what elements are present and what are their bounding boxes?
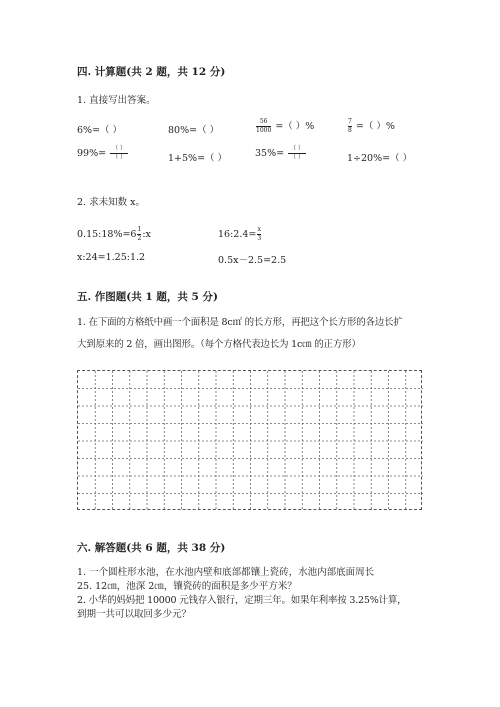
fraction-denominator: （ ） [290, 154, 305, 161]
section-4-title: 四. 计算题(共 2 题，共 12 分) [77, 66, 226, 78]
fraction-denominator: 2 [137, 235, 142, 242]
calc-item-3 [255, 118, 314, 134]
calc-item-7-head: 35%= [255, 148, 285, 159]
calc-item-4-tail: =（ ）% [355, 121, 395, 132]
question-6-2-line-2: 到期一共可以取回多少元？ [77, 609, 192, 620]
question-5-1-line-2: 大到原来的 2 倍，画出图形。（每个方格代表边长为 1c㎝ 的正方形） [77, 339, 361, 350]
calc-item-5 [77, 146, 129, 161]
equation-3: x:24=1.25:1.2 [77, 252, 146, 263]
question-6-1-line-1: 1. 一个圆柱形水池，在水池内壁和底部都镶上瓷砖，水池内部底面周长 [77, 567, 375, 578]
calc-item-7 [255, 146, 307, 161]
equation-2-head: 16:2.4= [218, 229, 257, 240]
fraction-denominator: 3 [257, 235, 262, 242]
equation-2 [218, 227, 262, 242]
fraction-denominator: （ ） [112, 154, 127, 161]
calc-item-8: 1÷20%=（ ） [347, 153, 413, 164]
calc-item-2: 80%=（ ） [168, 125, 220, 136]
question-5-1-line-1: 1. 在下面的方格纸中画一个面积是 8c㎡ 的长方形，再把这个长方形的各边长扩 [77, 317, 403, 328]
question-4-2-label: 2. 求未知数 x。 [77, 197, 145, 208]
equation-1-head: 0.15:18%=6 [77, 229, 137, 240]
section-5-title: 五. 作图题(共 1 题，共 5 分) [77, 291, 218, 303]
question-6-2-line-1: 2. 小华的妈妈把 10000 元钱存入银行，定期三年。如果年利率按 3.25%计算， [77, 595, 407, 606]
calc-item-6: 1+5%=（ ） [168, 153, 228, 164]
section-6-title: 六. 解答题(共 6 题，共 38 分) [77, 542, 226, 554]
calc-item-1: 6%=（ ） [77, 125, 123, 136]
fraction-denominator: 8 [348, 127, 352, 134]
fraction-numerator: 1 [137, 226, 142, 233]
calc-item-3-tail: =（ ）% [275, 121, 315, 132]
fraction-numerator: x [257, 226, 261, 233]
equation-1 [77, 227, 151, 242]
calc-item-5-head: 99%= [77, 148, 107, 159]
equation-4: 0.5x－2.5=2.5 [218, 255, 287, 266]
fraction-numerator: （ ） [290, 145, 305, 152]
calc-item-4 [347, 118, 395, 134]
fraction-numerator: 7 [348, 118, 352, 125]
fraction-numerator: （ ） [112, 145, 127, 152]
grid-lines [78, 371, 423, 511]
question-6-1-line-2: 25. 12㎝，池深 2㎝，镶瓷砖的面积是多少平方米？ [77, 581, 297, 592]
fraction-numerator: 56 [259, 118, 268, 125]
square-grid-paper[interactable] [77, 370, 422, 510]
fraction-denominator: 1000 [256, 127, 272, 134]
question-4-1-label: 1. 直接写出答案。 [77, 95, 156, 106]
equation-1-tail: :x [142, 229, 151, 240]
